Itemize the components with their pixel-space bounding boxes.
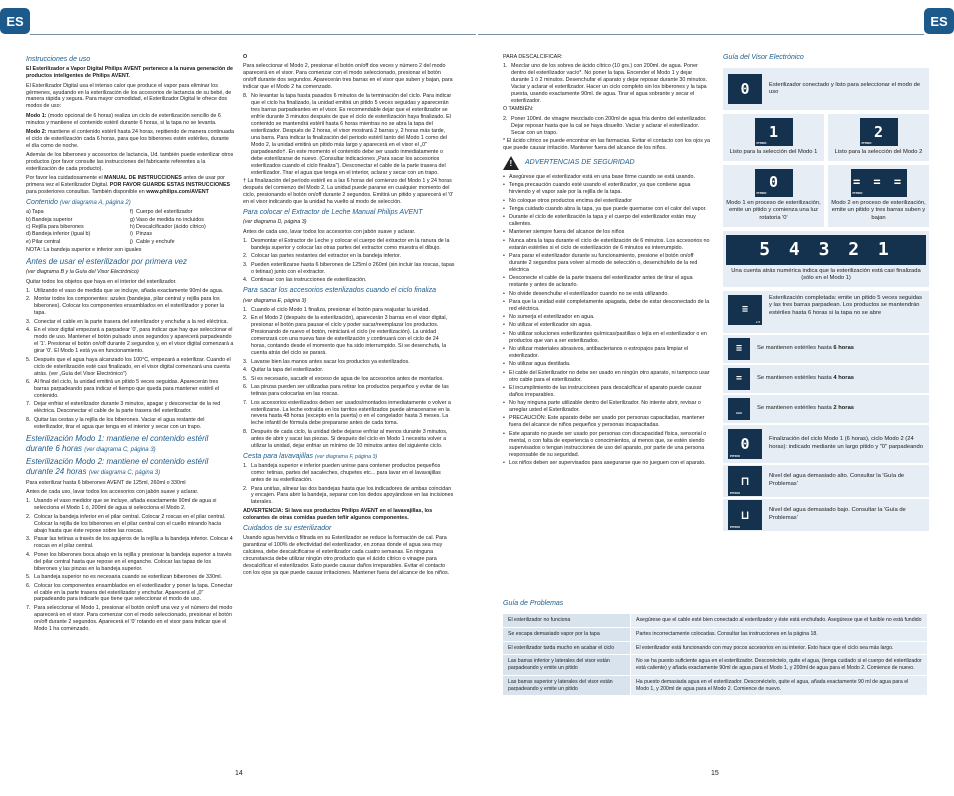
list-item [26,605,234,633]
table-row [503,642,927,656]
display-one-bar-icon: _ [728,398,750,420]
list-item [26,514,234,535]
column-3 [503,48,711,608]
parts-cell: g) [130,216,135,223]
descale-step-1: 1. Mezclar uno de los sobres de ácido cítrico (10 grs.) con 200ml. de agua. Poner dentro del esterilizador vacío*. No poner la tapa. Encender el Modo 1 y dejar durante 1 ó 2 minutos. Desenchufar el aparato y dejar reposar durante 30 minutos. Vaciar y aclarar el esterilizador. Hacer un ciclo completo sin los biberones y la tapa puesta, usando exactamente 90ml. de agua. Tirar el agua sobrante y secar el esterilizador. [503,63,708,104]
list-text: Conectar el cable en la parte trasera del esterilizador y enchufar a la red eléctrica. [34,318,228,325]
parts-cell: Cable y enchufe [136,238,175,245]
bullet: • [503,322,505,329]
website-link[interactable]: www.philips.com/AVENT [146,188,209,195]
guide-row-finish: 0 PITIDO Finalización del ciclo Modo 1 (6 horas), ciclo Modo 2 (24 horas): indicado mediante un largo pitido y "0" parpadeando [723,425,929,465]
parts-list [26,209,234,245]
safety-item [503,314,711,321]
list-number: 7. [26,401,31,408]
safety-header [503,156,711,170]
mode1-title: Esterilización Modo 1: mantiene el contenido estéril durante 6 horas (ver diagrama C, página 3) [26,433,209,453]
mode-steps [26,498,234,632]
list-text: Cuando el ciclo Modo 1 finaliza, presionar el botón para reajustar la unidad. [251,306,430,313]
breast-intro: Antes de cada uso, lavar todos los accesorios con jabón suave y aclarar. [243,228,416,235]
bullet: • [503,346,505,353]
safety-text: PRECAUCIÓN: Este aparato debe ser usado por personas capacitadas, mantener fuera del alcance de niños pequeños y personas incapacitadas. [509,415,705,429]
process-mode2-cell: = = = PITIDO Modo 2 en proceso de esterilización, emite un pitido y tres barras suben y bajan [828,165,929,227]
breast-pump-sub: (ver diagrama D, página 3) [243,219,307,226]
list-item [243,400,455,428]
remove-title: Para sacar los accesorios esterilizados cuando el ciclo finaliza [243,287,436,295]
parts-cell: Rejilla para biberones [32,223,84,230]
bullet: • [503,290,505,297]
or-label: O [243,54,248,60]
list-number: 6. [26,379,31,386]
parts-cell: Descalcificador (ácido cítrico) [136,223,206,230]
column-1 [26,48,234,770]
list-number: 1. [243,237,248,244]
list-number: 5. [243,375,248,382]
display-high-icon: ⊓ PITIDO [728,466,762,496]
problem-cell: Las barras inferior y laterales del visor están parpadeando y emite un pitido [503,655,631,675]
list-text: Desmontar el Extractor de Leche y colocar el cuerpo del extractor en la ranura de la bandeja superior y colocar las otras partes del extractor como muestra el dibujo. [251,237,450,251]
safety-item [503,346,711,360]
display-three-bars-icon: ≡ [728,338,750,360]
dagger-note: † La finalización del período estéril es a las 6 horas del comienzo del Modo 1 y 24 horas después del comienzo del Modo 2. La unidad puede pararse en cualquier momento del ciclo, presionando el botón on/off durante 2 segundos. Emitirá un pitido y aparecerá el '0' en el visor indicando que la unidad ha vuelto al modo de selección. [243,178,454,205]
process-mode1-cell: 0 PITIDO Modo 1 en proceso de esterilización, emite un pitido y comienza una luz rotatoria '0' [723,165,824,227]
list-text: Para unirlas, alinear las dos bandejas hasta que los indicadores de ambas coincidan y encajen. Para abrir la bandeja, separar con los dedos apoyándose en las incisiones laterales. [251,485,454,506]
problem-cell: Las barras superior y laterales del visor están parpadeando y emite un pitido [503,676,631,696]
safety-text: No sumerja el esterilizador en agua. [509,314,595,321]
mode1-text: Modo 1: (modo opcional de 6 horas) realiza un ciclo de esterilización sencillo de 6 minutos y mantiene el contenido estéril durante 6 horas, si la tapa no se levanta. [26,112,221,126]
safety-text: No utilizar el esterilizador sin agua. [509,322,592,329]
problems-title: Guía de Problemas [503,600,564,607]
list-item [243,486,455,507]
list-number: 4. [243,277,248,284]
list-text: Los accesorios esterilizados deben ser usados/montados inmediatamente o volver a esterilizarse. La leche extraída en los tarritos esterilizados puede almacenarse en la nevera hasta 48 horas (excepto en la puerta) o en el congelador hasta 3 meses. La leche infantil de fórmula debe prepararse antes de cada toma. [251,399,451,427]
list-number: 3. [26,536,31,543]
safety-text: Tenga cuidado cuando abra la tapa, ya que puede quemarse con el calor del vapor. [509,205,707,212]
safety-text: Desconecte el cable de la parte trasera del esterilizador antes de tirar el agua restante y antes de aclararlo. [509,275,693,289]
problem-cell: El esterilizador tarda mucho en acabar el ciclo [503,642,631,655]
parts-cell: Bandeja superior [32,216,73,223]
guide-row-2h: _ Se mantienen estériles hasta 2 horas [723,395,929,425]
remove-steps [243,307,455,450]
safety-text: El cable del Esterilizador no debe ser usado en ningún otro aparato, ni tampoco usar otro cable para el esterilizador. [509,369,710,383]
parts-cell: d) [26,231,31,238]
display-two-icon: 2 PITIDO [860,118,898,146]
safety-item [503,206,711,213]
safety-text: Nunca abra la tapa durante el ciclo de esterilización de 6 minutos. Los accesorios no estarán estériles si el ciclo de esterilización de 6 minutos es interrumpido. [509,237,710,251]
list-text: Dejar enfriar el esterilizador durante 3 minutos, apagar y desconectar de la red eléctrica. Desconectar el cable de la parte trasera del esterilizador. [34,401,221,415]
parts-cell: Vaso de medida no incluidos [136,216,204,223]
header-rule-right [478,34,924,35]
parts-cell: c) [26,223,31,230]
list-item [26,288,234,295]
list-item [243,253,455,260]
list-number: 1. [26,287,31,294]
bullet: • [503,237,505,244]
safety-text: No utilizar soluciones esterilizantes químicas/pastillas o lejía en el esterilizador o en productos que van a ser esterilizados. [509,330,707,344]
list-text: Continuar con las instrucciones de esterilización. [251,277,367,284]
bullet: • [503,430,505,437]
mode2-text: Modo 2: mantiene el contenido estéril hasta 24 horas, repitiendo de manera continuada el ciclo de esterilización cada 6 horas, para que los biberones estén estériles, durante el día como de noche. [26,128,234,149]
intro-bold: El Esterilizador a Vapor Digital Philips AVENT pertenece a la nueva generación de productos inteligentes de Philips AVENT. [26,66,233,80]
guide-title: Guía del Visor Electrónico [723,54,804,61]
breast-steps [243,238,455,284]
list-text: Usando el vaso medidor que se incluye, añada exactamente 90ml de agua si selecciona el Modo 1 ó, 200ml de agua si selecciona el Modo 2. [34,498,217,512]
bullet: • [503,361,505,368]
solution-cell: Partes incorrectamente colocadas. Consultar las instrucciones en la página 18. [631,628,927,641]
parts-cell: Tapa [32,209,44,216]
safety-item [503,415,711,429]
mode2-title: Esterilización Modo 2: mantiene el contenido estéril durante 24 horas (ver diagrama C, página 3) [26,457,209,477]
parts-cell: b) [26,216,31,223]
safety-item [503,370,711,384]
before-title: Antes de usar el esterilizador por primera vez [26,257,187,267]
safety-item [503,361,711,368]
safety-text: Durante el ciclo de esterilización la tapa y el cuerpo del esterilizador están muy calientes. [509,214,696,228]
list-text: Colocar los componentes ensamblados en el esterilizador y poner la tapa. Conectar el cable en la parte trasera del esterilizador y enchufar. Aparecerá el „0" parpadeando para indicarle que tiene que seleccionar el modo de uso. [34,582,233,603]
parts-cell: Pilar central [32,238,61,245]
list-text: Poner los biberones boca abajo en la rejilla y presionar la bandeja superior a través del pilar central hasta que repose en el enganche. Colocar las tapas de los biberones y las pinzas en la bandeja superior. [34,551,232,572]
safety-item [503,214,711,228]
bullet: • [503,197,505,204]
bullet: • [503,229,505,236]
parts-note: NOTA: La bandeja superior e inferior son iguales [26,247,142,254]
list-number: 1. [243,463,248,470]
safety-item [503,460,711,467]
list-item [26,401,234,415]
care-title: Cuidados de su esterilizador [243,524,332,532]
safety-text: No utilizar materiales abrasivos, antibacterianos o estropajos para limpiar el esterilizador. [509,346,689,359]
display-guide [723,48,929,533]
parts-cell: e) [26,238,31,245]
guide-row-countdown: 5 4 3 2 1 Una cuenta atrás numérica indica que la esterilización está casi finalizada (sólo en el Modo 1) [723,231,929,287]
list-item [26,536,234,550]
list-text: Después que el agua haya alcanzado los 100°C, empezará a esterilizar. Cuando el ciclo de esterilización esté casi finalizado, en el visor digital comenzará una cuenta atrás. (ver „Guía del Visor Electrónico") [34,356,231,377]
safety-item [503,174,711,181]
safety-text: Para que la unidad esté completamente apagada, debe de estar desconectado de la red eléctrica. [509,298,710,312]
safety-text: No hay ninguna parte utilizable dentro del Esterilizador. No intente abrir, revisar o arreglar usted el Esterilizador. [509,400,701,414]
guide-row-high: ⊓ PITIDO Nivel del agua demasiado alto. Consultar la 'Guía de Problemas' [723,465,929,499]
parts-cell: Bandeja inferior (igual b) [32,231,91,238]
column-2 [243,48,455,770]
list-number: 1. [243,306,248,313]
safety-item [503,331,711,345]
safety-item [503,385,711,399]
language-tab-right: ES [924,8,954,34]
list-item [26,583,234,604]
problems-table [503,614,927,696]
list-item [243,307,455,314]
list-text: Para seleccionar el Modo 1, presionar el botón on/off una vez y el número del modo aparecerá en el visor. Para comenzar con el modo seleccionado, presionar el botón on/off durante 2 segundos. Aparecerá el '0' rotando en el visor para indicar que el Modo 1 ha comenzado. [34,604,233,632]
guide-row-4h: = Se mantienen estériles hasta 4 horas [723,365,929,395]
list-text: Pueden esterilizarse hasta 6 biberones de 125ml o 260ml (sin incluir las roscas, tapas o tetinas) junto con el extractor. [251,261,455,275]
list-text: Después de cada ciclo, la unidad debe dejarse enfriar al menos durante 3 minutos, antes de abrir y sacar las piezas. Si después del ciclo en Modo 1 necesita volver a utilizar la unidad, dejar enfriar un mínimo de 10 minutos antes del siguiente ciclo. [251,428,448,449]
bullet: • [503,400,505,407]
solution-cell: El esterilizador está funcionando con muy pocos accesorios en su interior. Esto hace que el ciclo sea más largo. [631,642,927,655]
list-text: En el visor digital empezará a parpadear '0', para indicar que hay que seleccionar el modo de uso. Mantener el botón pulsado unos segundos y aparecerá parpadeando el '1'. Presionar el botón on/off durante 2 segundos y, en el visor digital comenzará a girar '0'. El Modo 1 está ya en funcionamiento. [34,327,234,355]
bullet: • [503,182,505,189]
list-text: Quitar la tapa del esterilizador. [251,367,324,374]
safety-item [503,198,711,205]
list-number: 3. [26,318,31,325]
safety-text: No olvide desenchufar el esterilizador cuando no se está utilizando. [509,290,669,297]
safety-text: No coloque otros productos encima del esterilizador [509,197,632,204]
safety-text: No utilizar agua destilada. [509,361,571,368]
section-title-instructions: Instrucciones de uso [26,56,91,63]
intro-text: El Esterilizador Digital usa el intenso calor que produce el vapor para eliminar los gérmenes, ayudando en la esterilización de los accesorios de lactancia de su bebé, de manera rápida y segura. Para mayor comodidad, el Esterilizador Digital le ofrece dos modos de uso: [26,82,232,110]
guide-row-complete: ≡ x 5 Esterilización completada: emite un pitido 5 veces seguidas y las tres barras parpadean. Los productos se mantendrán estériles hasta 6 horas si la tapa no se abre [723,291,929,335]
select-mode2: Para seleccionar el Modo 2, presionar el botón on/off dos veces y número 2 del modo aparecerá en el visor. Para comenzar con el modo seleccionado, presionar el botón on/off durante dos segundos. Aparecerán tres barras en el visor que suben y bajan, para indicar que el Modo 2 ha comenzado. [243,63,453,91]
safety-item [503,400,711,414]
list-number: 2. [26,296,31,303]
list-item [26,379,234,400]
bullet: • [503,314,505,321]
before-intro: Quitar todos los objetos que haya en el interior del esterilizador. [26,278,177,285]
solution-cell: No se ha puesto suficiente agua en el esterilizador. Desconéctelo, quite el agua, (tenga cuidado si el cuerpo del esterilizador está caliente) y añada exactamente 90ml de agua para el Modo 1, y 200ml de agua para el Modo 2. Comience de nuevo. [631,655,927,675]
safety-item [503,291,711,298]
list-item [26,552,234,573]
dishwasher-warning: ADVERTENCIA: Si lava sus productos Philips AVENT en el lavavajillas, los colorantes de otras comidas pueden teñir algunos componentes. [243,507,433,521]
list-text: La bandeja superior no es necesaria cuando se esterilizan biberones de 330ml. [34,574,223,581]
select-mode1-cell: 1 PITIDO Listo para la selección del Modo 1 [723,114,824,161]
safety-text: Los niños deben ser supervisados para asegurarse que no jueguen con el aparato. [509,459,706,466]
bullet: • [503,384,505,391]
display-low-icon: ⊔ PITIDO [728,500,762,530]
mode-intro: Para esterilizar hasta 6 biberones AVENT de 125ml, 260ml o 330ml [26,479,186,486]
list-number: 1. [26,498,31,505]
bullet: • [503,205,505,212]
safety-text: Tenga precaución cuando esté usando el esterilizador, ya que contiene agua hirviendo y el vapor sale por la rejilla de la tapa. [509,182,691,196]
safety-item [503,238,711,252]
bullet: • [503,253,505,260]
list-number: 4. [26,327,31,334]
list-number: 5. [26,574,31,581]
bullet: • [503,369,505,376]
list-number: 3. [243,358,248,365]
safety-text: Asegúrese que el esterilizador está en una base firme cuando se está usando. [509,173,695,180]
list-text: La bandeja superior e inferior pueden unirse para contener productos pequeños como: tetinas, partes del sacaleches, chupetes etc... para lavar en el lavavajillas antes de su esterilización. [251,463,441,483]
list-item [243,429,455,450]
parts-cell: h) [130,223,135,230]
safety-text: El incumplimiento de las instrucciones para descalcificar el aparato puede causar daños irreparables. [509,384,702,398]
list-number: 3. [243,261,248,268]
list-text: Quitar las cestas y la rejilla de los biberones. Vaciar el agua restante del esterilizador, tirar el agua que tenga en el interior y secar con un trapo. [34,416,205,430]
dishwasher-steps [243,463,455,506]
list-number: 2. [26,513,31,520]
list-item [243,262,455,276]
list-item [243,315,455,357]
list-number: 6. [26,582,31,589]
display-finish-icon: 0 PITIDO [728,429,762,459]
list-item [243,463,455,484]
list-text: Colocar las partes restantes del extractor en la bandeja inferior. [251,253,402,260]
list-text: Pasar las tetinas a través de los agujeros de la rejilla a la bandeja inferior. Colocar 4 roscas en el pilar central. [34,536,233,550]
list-item [26,327,234,355]
parts-cell: a) [26,209,31,216]
table-row [503,614,927,628]
safety-list [503,174,711,467]
display-bars-icon: = = = PITIDO [851,169,907,197]
list-text: En el Modo 2 (después de la esterilización), aparecerán 3 barras en el visor digital, presionar el botón para pausar el ciclo y poder sacar/reemplazar los productos. Presionando de nuevo el botón, reiniciará el ciclo (re esterilización). La unidad comenzará con una nueva fase de esterilización y continuará con el ciclo de 24 horas, contando desde el momento que ha sido interrumpido. Si se desenchufa, la cuenta atrás del ciclo se parará. [251,315,448,356]
select-mode2-cell: 2 PITIDO Listo para la selección del Modo 2 [828,114,929,161]
countdown-display: 5 4 3 2 1 [726,235,926,265]
display-complete-icon: ≡ x 5 [728,295,762,325]
list-item [26,319,234,326]
table-row [503,676,927,697]
before-sub: (ver diagrama B y la Guía del Visor Electrónico) [26,269,139,276]
read-text: Por favor lea cuidadosamente el MANUAL DE INSTRUCCIONES antes de usar por primera vez el Esterilizador Digital. POR FAVOR GUARDE ESTAS INSTRUCCIONES para posteriores consultas. También disponible en www.philips.com/AVENT [26,175,231,195]
descale-title: PARA DESCALCIFICAR: [503,54,563,60]
list-number: 2. [243,315,248,322]
list-number: 8. [26,416,31,423]
bullet: • [503,298,505,305]
list-text: Utilizando el vaso de medida que se incluye, añada exactamente 90ml de agua. [34,287,224,294]
list-item [243,359,455,366]
list-number: 7. [243,399,248,406]
safety-item [503,431,711,459]
display-one-icon: 1 PITIDO [755,118,793,146]
safety-item [503,229,711,236]
safety-item [503,275,711,289]
step-8: 8. No levantar la tapa hasta pasados 6 minutos de la terminación del ciclo. Para indicar que el ciclo ha finalizado, la unidad emitirá un pitido 5 veces seguidas y aparecerán tres barras parpadeantes en el visor. Es recomendable dejar que el esterilizador se enfríe durante 3 minutos después de que el ciclo de esterilización haya finalizado. El contenido se mantendrá estéril hasta 6 horas mientras no se abra la tapa del esterilizador. Después de 2 horas, el visor mostrará 2 barras y, 2 horas más tarde, una barra. Para indicar la finalización del periodo estéril tanto del Modo 1 como del Modo 2, la unidad emitirá un pitido más largo y aparecerá en el visor el „0" parpadeando†. En este momento el contenido debe ser usado inmediatamente o debe esterilizarse de nuevo. (Consultar indicaciones „Para sacar los accesorios esterilizados cuando el ciclo finaliza"). Desconectar el cable de la parte trasera del esterilizador. Tirar el agua que tenga en el interior, aclarar y secar con un trapo. [243,93,452,176]
list-item [26,296,234,317]
bullet: • [503,330,505,337]
safety-item [503,182,711,196]
safety-text: Para parar el esterilizador durante su funcionamiento, presione el botón on/off durante 2 segundos para volver al modo de selección o, desenchúfelo de la red eléctrica [509,253,698,273]
list-item [26,498,234,512]
list-item [243,384,455,398]
list-item [26,574,234,581]
page-number-right: 15 [711,770,719,777]
guide-row-6h: ≡ Se mantienen estériles hasta 6 horas [723,335,929,365]
care-text: Usando agua hervida o filtrada en su Esterilizador se reduce la formación de cal. Para garantizar el 100% de efectividad del esterilizador, en zonas donde el agua sea muy calcárea, debe descalcificarse el esterilizador cada cuatro semanas. En ninguna circunstancia debe utilizar ningún otro producto que el ácido cítrico o vinagre para descalcificar el esterilizador. Esto puede causar daños irreparables. Evitar el contacto con los ojos ya que puede causar irritaciones. Mantener fuera del alcance de los niños. [243,535,450,576]
descale-step-2: 2. Poner 100ml. de vinagre mezclado con 200ml de agua fría dentro del esterilizador. Dejar reposar hasta que la cal se haya disuelto. Vaciar y aclarar el esterilizador. Secar con un trapo. [503,115,707,136]
bullet: • [503,459,505,466]
list-number: 4. [243,367,248,374]
list-number: 6. [243,384,248,391]
contents-title: Contenido (ver diagrama A, página 2) [26,198,131,206]
display-zero-icon: 0 [728,74,762,104]
mode-intro-2: Antes de cada uso, lavar todos los accesorios con jabón suave y aclarar. [26,489,199,496]
warning-icon: ! [503,156,519,170]
parts-cell: Cuerpo del esterilizador [136,209,193,216]
safety-title: ADVERTENCIAS DE SEGURIDAD [525,158,635,166]
display-rotating-icon: 0 PITIDO [755,169,793,197]
list-item [26,417,234,431]
asterisk-note: * El ácido cítrico se puede encontrar en las farmacias. Evitar el contacto con los ojos ya que puede causar irritación. Mantener fuera del alcance de los niños. [503,138,711,152]
list-item [243,376,455,383]
solution-cell: Ha puesto demasiada agua en el esterilizador. Desconéctelo, quite el agua, añada exactamente 90 ml de agua para el Modo 1, y 200ml de agua para el Modo 2. Comience de nuevo. [631,676,927,696]
guide-row-low: ⊔ PITIDO Nivel del agua demasiado bajo. Consultar la 'Guía de Problemas' [723,499,929,533]
guide-row-ready: 0 Esterilizador conectado y listo para seleccionar el modo de uso [723,68,929,112]
table-row [503,628,927,642]
remove-sub: (ver diagrama E, página 3) [243,297,307,304]
bullet: • [503,214,505,221]
parts-cell: j) [130,238,133,245]
list-item [243,277,455,284]
parts-cell: Pinzas [136,231,153,238]
parts-cell: i) [130,231,133,238]
list-text: Si es necesario, sacudir el exceso de agua de los accesorios antes de montarlos. [251,375,444,382]
list-number: 2. [243,485,248,492]
bullet: • [503,275,505,282]
list-number: 4. [26,551,31,558]
bullet: • [503,415,505,422]
safety-item [503,253,711,274]
note-text: Además de los biberones y accesorios de lactancia, Ud. también puede esterilizar otros productos (por favor consulte las instrucciones del fabricante referentes a la esterilización de cada producto). [26,151,234,172]
page-number-left: 14 [235,770,243,777]
list-item [26,357,234,378]
header-rule-left [30,34,476,35]
solution-cell: Asegúrese que el cable esté bien conectado al esterilizador y éste está enchufado. Asegúrese que el fusible no está fundido [631,614,927,627]
parts-cell: f) [130,209,134,216]
list-number: 8. [243,428,248,435]
list-text: Lavarse bien las manos antes sacar los productos ya esterilizados. [251,358,410,365]
list-number: 2. [243,253,248,260]
list-text: Al final del ciclo, la unidad emitirá un pitido 5 veces seguidas. Aparecerán tres barras parpadeando para indicar el tiempo que queda para mantener estéril el contenido. [34,379,220,399]
safety-text: Este aparato no puede ser usado por personas con discapacidad física, sensorial o mental, o con falta de experiencia o conocimientos, al menos que, se estén siendo supervisados o tengan instrucciones de uso del aparato, por parte de una persona responsable de su seguridad. [509,430,707,458]
breast-pump-title: Para colocar el Extractor de Leche Manual Philips AVENT [243,208,423,216]
list-text: Montar todos los componentes: azules (bandejas, pilar central y rejilla para los biberones). Colocar los componentes ensamblados en el esterilizador y poner la tapa. [34,296,225,317]
display-two-bars-icon: = [728,368,750,390]
bullet: • [503,173,505,180]
list-item [243,238,455,252]
safety-text: Mantener siempre fuera del alcance de los niños [509,229,625,236]
list-number: 7. [26,604,31,611]
safety-item [503,322,711,329]
problem-cell: Se escapa demasiado vapor por la tapa [503,628,631,641]
safety-item [503,299,711,313]
list-text: Colocar la bandeja inferior en el pilar central. Colocar 2 roscas en el pilar central. Colocar la rejilla de los biberones en el pilar central con el cuello mirando hacia abajo hasta que éste repose sobre las roscas. [34,513,226,534]
table-row [503,655,927,676]
language-tab-left: ES [0,8,30,34]
list-item [243,367,455,374]
list-text: Las pinzas pueden ser utilizadas para retirar los productos pequeños y evitar de las tetinas para colocarlas en las roscas. [251,384,449,398]
guide-row-select [723,114,929,161]
before-steps [26,288,234,431]
problem-cell: El esterilizador no funciona [503,614,631,627]
list-number: 5. [26,356,31,363]
dishwasher-title: Cesta para lavavajillas (ver diagrama F, página 3) [243,452,378,460]
guide-row-process [723,165,929,227]
also-label: O TAMBIÉN: [503,106,534,113]
